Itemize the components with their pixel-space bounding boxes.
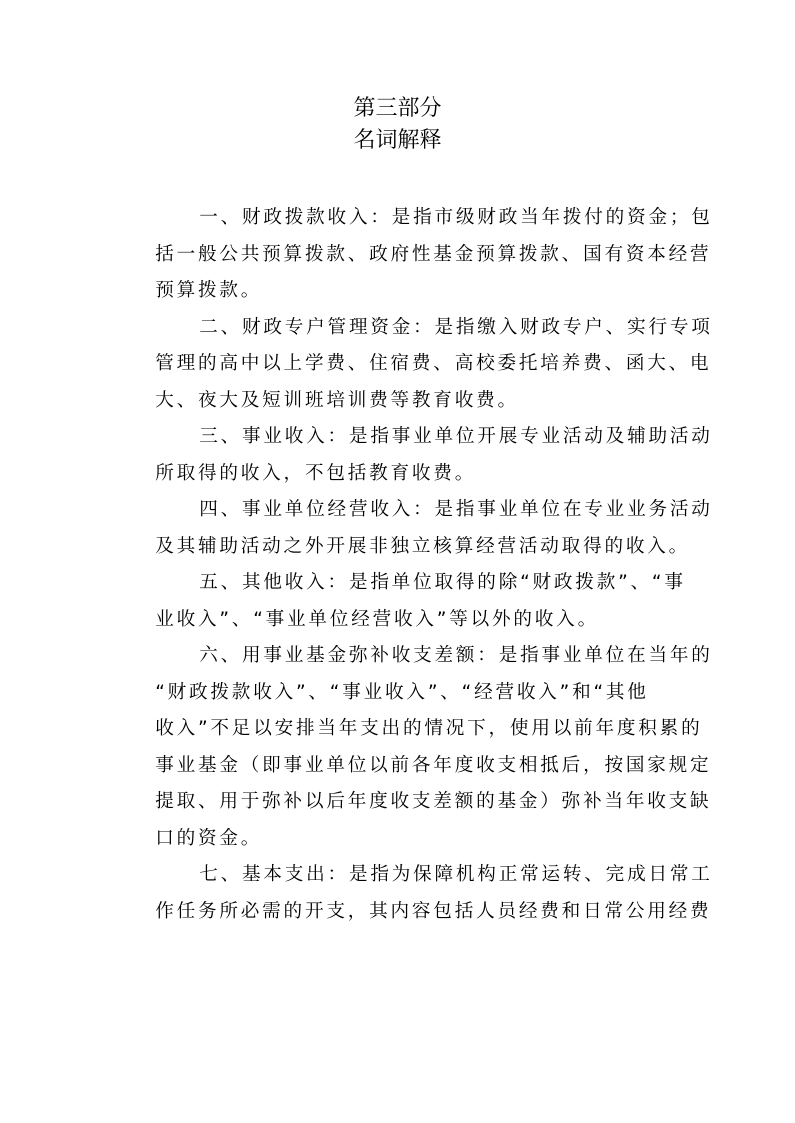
paragraph-fiscal-special-account-funds bbox=[118, 310, 713, 420]
paragraph-line: 一、财政拨款收入：是指市级财政当年拨付的资金；包 bbox=[199, 207, 713, 228]
paragraph-line: 及其辅助活动之外开展非独立核算经营活动取得的收入。 bbox=[155, 535, 691, 557]
section-title-part: 第三部分 bbox=[353, 96, 442, 121]
paragraph-line: 四、事业单位经营收入：是指事业单位在专业业务活动 bbox=[199, 499, 713, 520]
paragraph-line: 预算拨款。 bbox=[155, 280, 263, 301]
paragraph-line: 作任务所必需的开支，其内容包括人员经费和日常公用经费 bbox=[155, 900, 712, 922]
paragraph-line: 管理的高中以上学费、住宿费、高校委托培养费、函大、电 bbox=[155, 353, 712, 374]
paragraph-line: 七、基本支出：是指为保障机构正常运转、完成日常工 bbox=[199, 864, 713, 885]
paragraph-operating-income bbox=[118, 492, 713, 565]
paragraph-business-fund-offset bbox=[118, 638, 713, 857]
paragraph-line: 大、夜大及短训班培训费等教育收费。 bbox=[155, 389, 519, 411]
paragraph-line: 口的资金。 bbox=[155, 827, 263, 849]
paragraph-line: 括一般公共预算拨款、政府性基金预算拨款、国有资本经营 bbox=[155, 243, 712, 265]
paragraph-basic-expenditure bbox=[118, 857, 713, 930]
paragraph-line: 所取得的收入，不包括教育收费。 bbox=[155, 462, 477, 484]
paragraph-line: 二、财政专户管理资金：是指缴入财政专户、实行专项 bbox=[199, 316, 713, 338]
paragraph-line: 提取、用于弥补以后年度收支差额的基金）弥补当年收支缺 bbox=[155, 791, 712, 812]
paragraph-other-income bbox=[118, 565, 686, 638]
section-title bbox=[0, 93, 795, 157]
paragraph-line: 业收入”、“事业单位经营收入”等以外的收入。 bbox=[155, 608, 599, 630]
paragraph-line: 六、用事业基金弥补收支差额：是指事业单位在当年的 bbox=[199, 645, 713, 666]
paragraph-fiscal-appropriation-income bbox=[118, 200, 713, 310]
document-body bbox=[118, 200, 713, 930]
section-title-heading: 名词解释 bbox=[353, 128, 442, 153]
paragraph-line: “财政拨款收入”、“事业收入”、“经营收入”和“其他 bbox=[155, 681, 649, 703]
paragraph-line: 三、事业收入：是指事业单位开展专业活动及辅助活动 bbox=[199, 426, 713, 447]
paragraph-line: 事业基金（即事业单位以前各年度收支相抵后，按国家规定 bbox=[155, 754, 712, 776]
paragraph-line: 五、其他收入：是指单位取得的除“财政拨款”、“事 bbox=[199, 572, 686, 593]
paragraph-line: 收入”不足以安排当年支出的情况下，使用以前年度积累的 bbox=[155, 718, 703, 739]
paragraph-business-income bbox=[118, 419, 713, 492]
